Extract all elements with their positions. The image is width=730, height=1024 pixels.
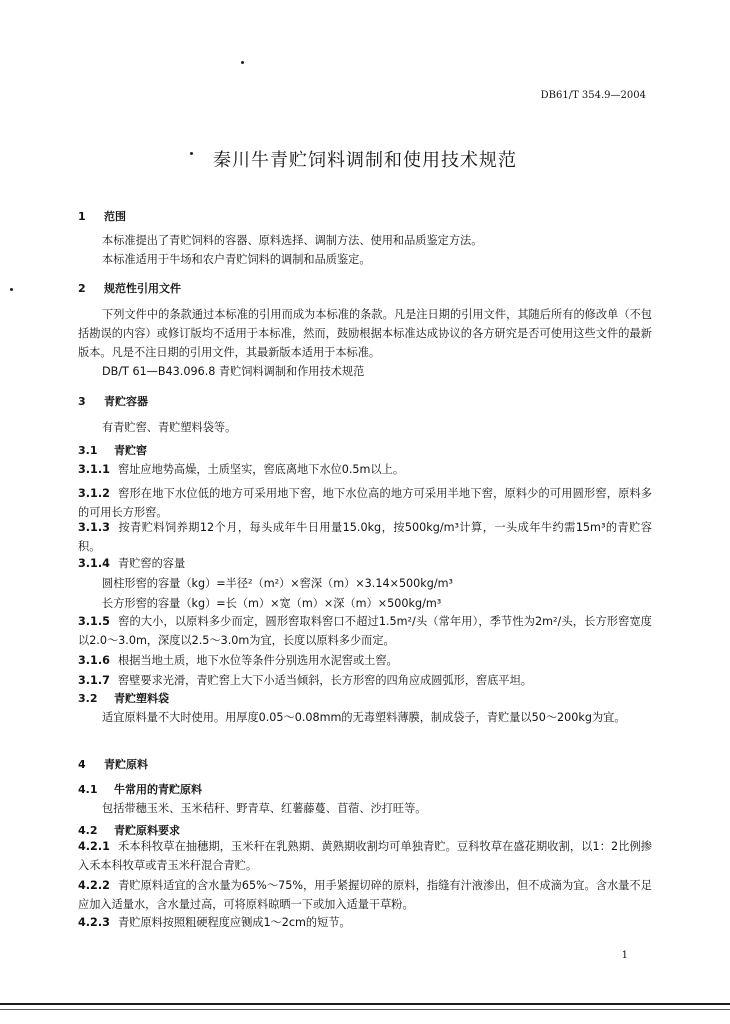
item-4-2-2: 4.2.2 青贮原料适宜的含水量为65%～75%，用手紧握切碎的原料，指缝有汁液渗出，但不成滴为宜。含水量不足应加入适量水，含水量过高，可将原料晾晒一下或加入适量干草粉。 bbox=[78, 879, 652, 911]
scan-speck bbox=[190, 152, 193, 155]
page-number: 1 bbox=[621, 950, 628, 961]
section-2-para-1: 下列文件中的条款通过本标准的引用而成为本标准的条款。凡是注日期的引用文件，其随后所有的修改单（不包括勘误的内容）或修订版均不适用于本标准，然而，鼓励根据本标准达成协议的各方研究是否可使用这些文件的最新版本。凡是不注日期的引用文件，其最新版本适用于本标准。 bbox=[78, 308, 652, 359]
section-3-1-heading: 3.1 青贮窖 bbox=[78, 444, 147, 457]
scan-speck bbox=[241, 61, 244, 64]
item-3-1-7: 3.1.7 窖壁要求光滑，青贮窖上大下小适当倾斜，长方形窖的四角应成圆弧形，窖底平坦。 bbox=[78, 674, 532, 687]
section-4-2-heading: 4.2 青贮原料要求 bbox=[78, 824, 180, 837]
formula-cylinder: 圆柱形窖的容量（kg）=半径²（m²）×窖深（m）×3.14×500kg/m³ bbox=[102, 577, 454, 590]
section-4-1-heading: 4.1 牛常用的青贮原料 bbox=[78, 783, 202, 796]
item-3-1-6: 3.1.6 根据当地土质，地下水位等条件分别选用水泥窖或土窖。 bbox=[78, 654, 398, 667]
section-4-heading: 4 青贮原料 bbox=[78, 758, 148, 771]
section-1-para-1: 本标准提出了青贮饲料的容器、原料选择、调制方法、使用和品质鉴定方法。 bbox=[102, 234, 483, 247]
scan-edge-line bbox=[0, 1003, 730, 1005]
standard-number: DB61/T 354.9—2004 bbox=[540, 90, 646, 101]
section-3-intro: 有青贮窖、青贮塑料袋等。 bbox=[102, 421, 237, 434]
item-3-1-3: 3.1.3 按青贮料饲养期12个月，每头成年牛日用量15.0kg，按500kg/m³计算，一头成年牛约需15m³的青贮容积。 bbox=[78, 521, 652, 553]
section-4-1-text: 包括带穗玉米、玉米秸秆、野青草、红薯藤蔓、苜蓿、沙打旺等。 bbox=[102, 802, 427, 815]
item-3-1-5: 3.1.5 窖的大小，以原料多少而定，圆形窖取料窖口不超过1.5m²/头（常年用），季节性为2m²/头，长方形窖宽度以2.0～3.0m，深度以2.5～3.0m为宜，长度以原料多少而定。 bbox=[78, 615, 652, 647]
section-1-heading: 1 范围 bbox=[78, 210, 126, 223]
item-3-1-1: 3.1.1 窖址应地势高燥，土质坚实，窖底离地下水位0.5m以上。 bbox=[78, 463, 405, 476]
scan-edge-line bbox=[0, 1009, 730, 1010]
item-4-2-1: 4.2.1 禾本科牧草在抽穗期，玉米秆在乳熟期、黄熟期收割均可单独青贮。豆科牧草在盛花期收割，以1：2比例掺入禾本科牧草或青玉米秆混合青贮。 bbox=[78, 840, 652, 872]
normative-reference: DB/T 61—B43.096.8 青贮饲料调制和作用技术规范 bbox=[102, 365, 365, 378]
section-2-heading: 2 规范性引用文件 bbox=[78, 282, 181, 295]
section-3-2-heading: 3.2 青贮塑料袋 bbox=[78, 692, 169, 705]
formula-rectangular: 长方形窖的容量（kg）=长（m）×宽（m）×深（m）×500kg/m³ bbox=[102, 597, 442, 610]
section-3-2-text: 适宜原料量不大时使用。用厚度0.05～0.08mm的无毒塑料薄膜，制成袋子，青贮量以50～200kg为宜。 bbox=[102, 711, 626, 724]
item-4-2-3: 4.2.3 青贮原料按照粗硬程度应铡成1～2cm的短节。 bbox=[78, 916, 351, 929]
page-title: 秦川牛青贮饲料调制和使用技术规范 bbox=[213, 150, 517, 171]
item-3-1-2: 3.1.2 窖形在地下水位低的地方可采用地下窖，地下水位高的地方可采用半地下窖，原料少的可用圆形窖，原料多的可用长方形窖。 bbox=[78, 487, 652, 519]
section-3-heading: 3 青贮容器 bbox=[78, 395, 148, 408]
item-3-1-4: 3.1.4 青贮窖的容量 bbox=[78, 557, 186, 570]
section-1-para-2: 本标准适用于牛场和农户青贮饲料的调制和品质鉴定。 bbox=[102, 253, 371, 266]
scan-speck bbox=[10, 288, 13, 291]
